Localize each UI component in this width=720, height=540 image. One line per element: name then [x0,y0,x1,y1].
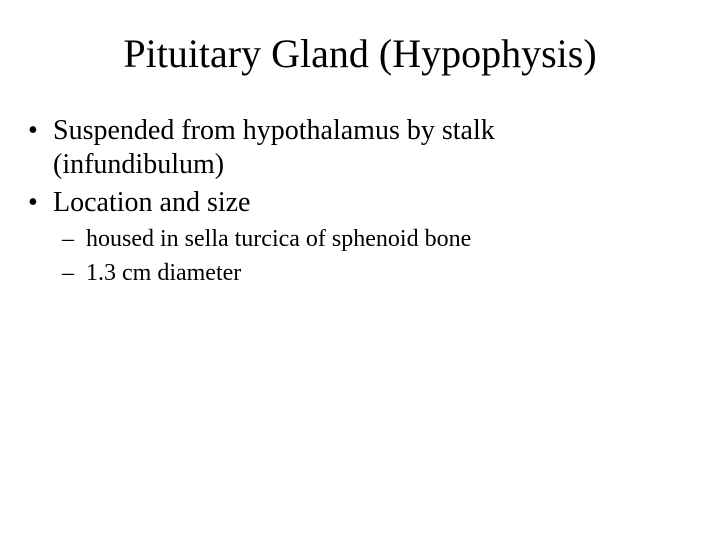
slide-title: Pituitary Gland (Hypophysis) [123,31,597,76]
bullet-text-line: Location and size [53,187,251,218]
bullet-marker: • [28,115,38,146]
bullet-item [28,186,688,220]
bullet-text-line: (infundibulum) [53,149,225,180]
bullet-item [28,114,688,182]
bullet-text-line: Suspended from hypothalamus by stalk [53,115,495,146]
sub-bullet-item [28,224,688,254]
sub-list [28,224,688,288]
sub-bullet-item [28,258,688,288]
bullet-marker: • [28,187,38,218]
sub-bullet-marker: – [62,260,74,286]
sub-bullet-marker: – [62,226,74,252]
sub-bullet-text: housed in sella turcica of sphenoid bone [86,226,472,252]
slide-body [28,114,688,288]
sub-bullet-text: 1.3 cm diameter [86,260,242,286]
